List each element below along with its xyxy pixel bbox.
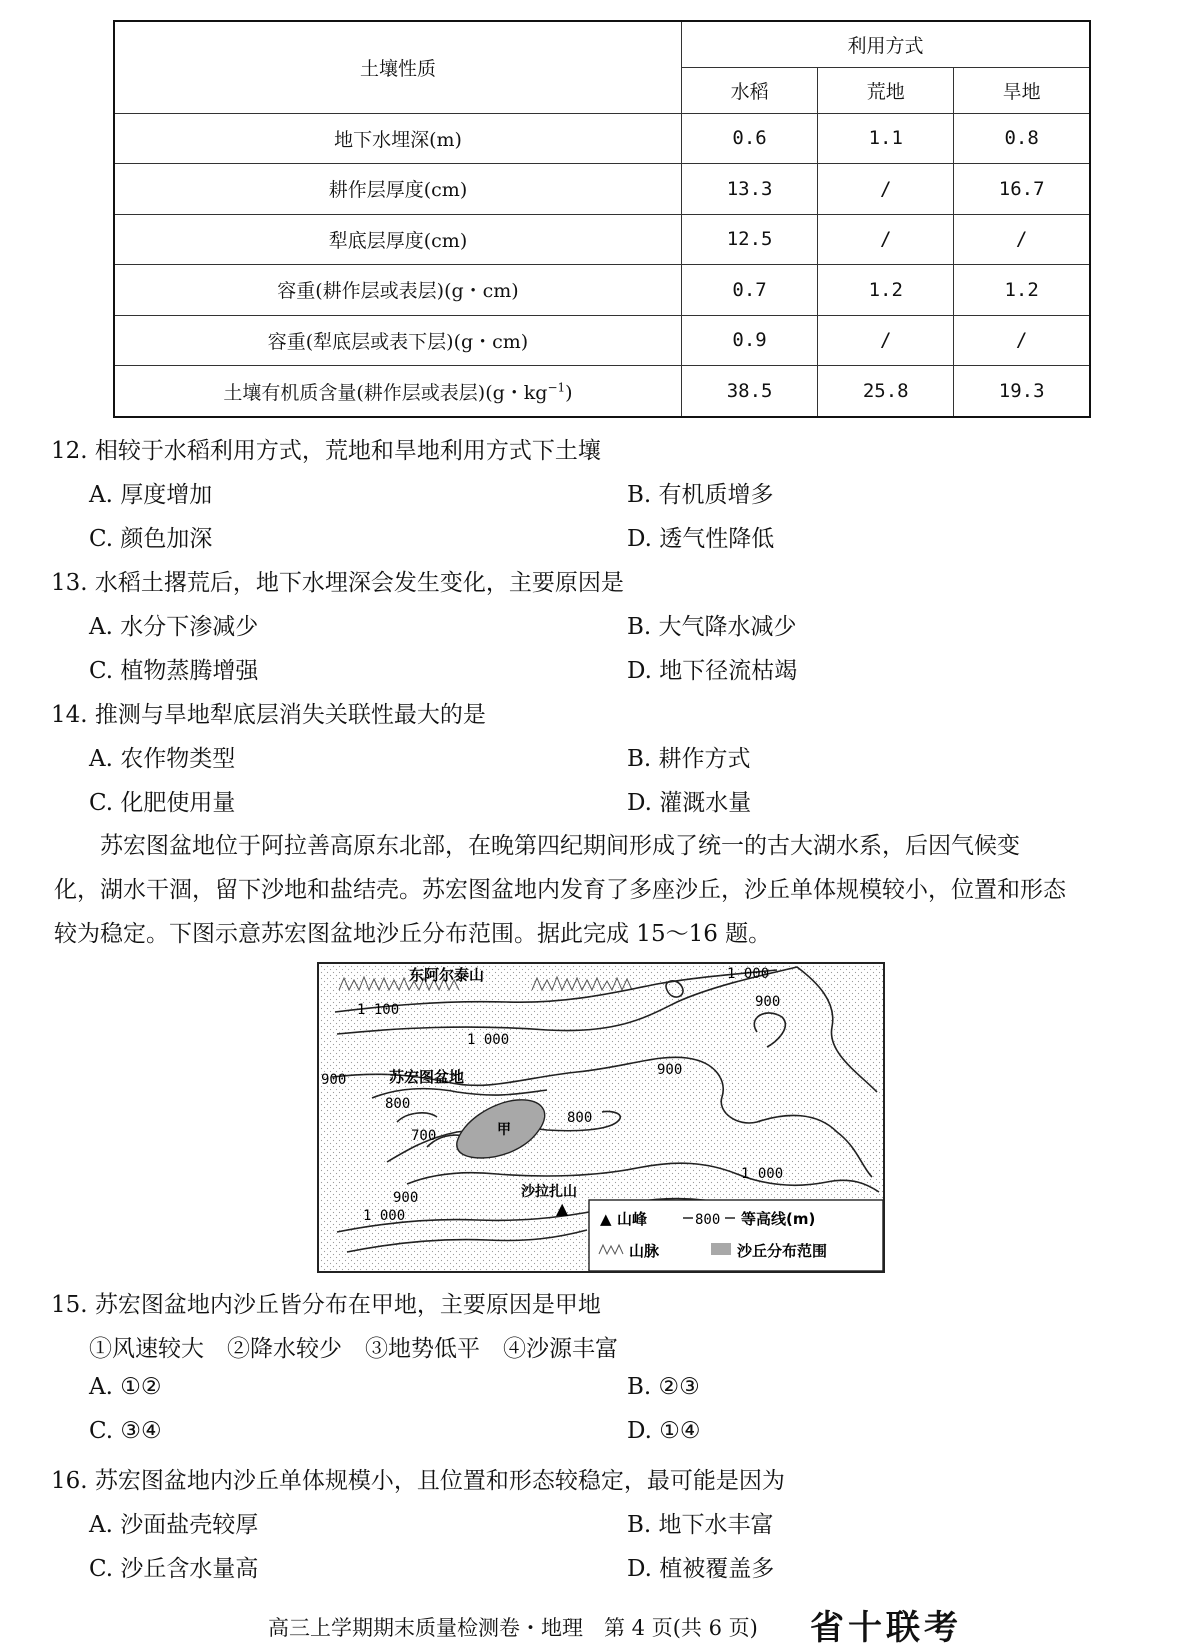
cell: 1.1 [818, 113, 954, 164]
cell: 0.8 [954, 113, 1090, 164]
contour-label: 900 [657, 1062, 683, 1078]
peak-label: 沙拉扎山 [521, 1184, 577, 1200]
contour-label: 1 000 [467, 1032, 510, 1048]
row-label: 容重(犁底层或表下层)(g・cm) [114, 315, 682, 366]
table-row [114, 164, 1090, 215]
row-label [114, 366, 682, 417]
map-legend [589, 1200, 883, 1271]
option-16-c[interactable]: C. 沙丘含水量高 [89, 1556, 259, 1582]
option-12-a[interactable]: A. 厚度增加 [89, 482, 213, 508]
legend-dune-icon [711, 1243, 731, 1255]
question-15-statements: ①风速较大 ②降水较少 ③地势低平 ④沙源丰富 [89, 1336, 618, 1362]
option-14-d[interactable]: D. 灌溉水量 [627, 790, 752, 816]
question-14: 14. 推测与旱地犁底层消失关联性最大的是 [51, 702, 486, 728]
option-16-a[interactable]: A. 沙面盐壳较厚 [89, 1512, 259, 1538]
row-label: 耕作层厚度(cm) [114, 164, 682, 215]
question-13: 13. 水稻土撂荒后，地下水埋深会发生变化，主要原因是 [51, 570, 624, 596]
page-footer: 高三上学期期末质量检测卷・地理 第 4 页(共 6 页) [268, 1616, 758, 1640]
legend-contour: 等高线(m) [741, 1210, 816, 1228]
header-property: 土壤性质 [114, 21, 682, 113]
site-label: 甲 [497, 1122, 511, 1138]
option-14-a[interactable]: A. 农作物类型 [89, 746, 236, 772]
contour-label: 1 000 [363, 1208, 406, 1224]
header-usage: 利用方式 [682, 21, 1091, 67]
contour-label: 800 [567, 1110, 593, 1126]
cell: 19.3 [954, 366, 1090, 417]
legend-peak-icon: ▲ [600, 1210, 612, 1228]
passage-line: 苏宏图盆地位于阿拉善高原东北部，在晚第四纪期间形成了统一的古大湖水系，后因气候变 [54, 833, 1020, 859]
usage-wasteland: 荒地 [818, 67, 954, 113]
cell: 0.6 [682, 113, 818, 164]
passage-line: 化，湖水干涸，留下沙地和盐结壳。苏宏图盆地内发育了多座沙丘，沙丘单体规模较小，位置和形态 [54, 877, 1066, 903]
table-row [114, 315, 1090, 366]
cell: 16.7 [954, 164, 1090, 215]
question-16: 16. 苏宏图盆地内沙丘单体规模小，且位置和形态较稳定，最可能是因为 [51, 1468, 785, 1494]
contour-label: 700 [411, 1128, 437, 1144]
row-label: 地下水埋深(m) [114, 113, 682, 164]
option-15-c[interactable]: C. ③④ [89, 1418, 162, 1444]
cell: / [818, 315, 954, 366]
mountain-label: 东阿尔泰山 [409, 966, 485, 984]
row-label: 容重(耕作层或表层)(g・cm) [114, 265, 682, 316]
contour-label: 900 [393, 1190, 419, 1206]
option-12-b[interactable]: B. 有机质增多 [627, 482, 774, 508]
footer-brand: 省十联考 [810, 1608, 962, 1648]
option-14-c[interactable]: C. 化肥使用量 [89, 790, 236, 816]
cell: / [818, 214, 954, 265]
option-12-d[interactable]: D. 透气性降低 [627, 526, 775, 552]
table-row [114, 214, 1090, 265]
passage [54, 824, 1154, 956]
cell: 25.8 [818, 366, 954, 417]
row-label-end: ) [565, 381, 573, 404]
cell: 38.5 [682, 366, 818, 417]
row-label: 犁底层厚度(cm) [114, 214, 682, 265]
cell: 0.9 [682, 315, 818, 366]
dune-distribution-map [317, 962, 885, 1273]
cell: 13.3 [682, 164, 818, 215]
cell: 1.2 [818, 265, 954, 316]
option-15-b[interactable]: B. ②③ [627, 1374, 700, 1400]
option-13-b[interactable]: B. 大气降水减少 [627, 614, 797, 640]
option-13-d[interactable]: D. 地下径流枯竭 [627, 658, 798, 684]
cell: / [954, 214, 1090, 265]
contour-label: 1 000 [727, 966, 770, 982]
passage-line: 较为稳定。下图示意苏宏图盆地沙丘分布范围。据此完成 15～16 题。 [54, 921, 772, 947]
option-12-c[interactable]: C. 颜色加深 [89, 526, 213, 552]
contour-label: 900 [321, 1072, 347, 1088]
contour-label: 1 000 [741, 1166, 784, 1182]
option-13-a[interactable]: A. 水分下渗减少 [89, 614, 259, 640]
option-15-d[interactable]: D. ①④ [627, 1418, 701, 1444]
cell: 12.5 [682, 214, 818, 265]
cell: / [818, 164, 954, 215]
legend-range: 山脉 [629, 1242, 660, 1260]
contour-label: 800 [385, 1096, 411, 1112]
usage-rice: 水稻 [682, 67, 818, 113]
question-15: 15. 苏宏图盆地内沙丘皆分布在甲地，主要原因是甲地 [51, 1292, 601, 1318]
table-row [114, 366, 1090, 417]
contour-label: 1 100 [357, 1002, 400, 1018]
legend-dune: 沙丘分布范围 [737, 1242, 828, 1260]
option-16-b[interactable]: B. 地下水丰富 [627, 1512, 774, 1538]
option-14-b[interactable]: B. 耕作方式 [627, 746, 751, 772]
legend-peak: 山峰 [617, 1210, 648, 1228]
cell: / [954, 315, 1090, 366]
option-15-a[interactable]: A. ①② [89, 1374, 162, 1400]
table-row [114, 113, 1090, 164]
row-label-text: 土壤有机质含量(耕作层或表层)(g・kg [223, 381, 548, 404]
question-12: 12. 相较于水稻利用方式，荒地和旱地利用方式下土壤 [51, 438, 601, 464]
basin-label: 苏宏图盆地 [389, 1068, 465, 1086]
option-16-d[interactable]: D. 植被覆盖多 [627, 1556, 775, 1582]
usage-dryland: 旱地 [954, 67, 1090, 113]
contour-label: 900 [755, 994, 781, 1010]
soil-table [113, 20, 1091, 418]
legend-contour-value: 800 [695, 1212, 721, 1228]
option-13-c[interactable]: C. 植物蒸腾增强 [89, 658, 259, 684]
cell: 0.7 [682, 265, 818, 316]
table-row [114, 265, 1090, 316]
peak-icon: ▲ [556, 1199, 569, 1218]
superscript: −1 [547, 380, 566, 395]
cell: 1.2 [954, 265, 1090, 316]
